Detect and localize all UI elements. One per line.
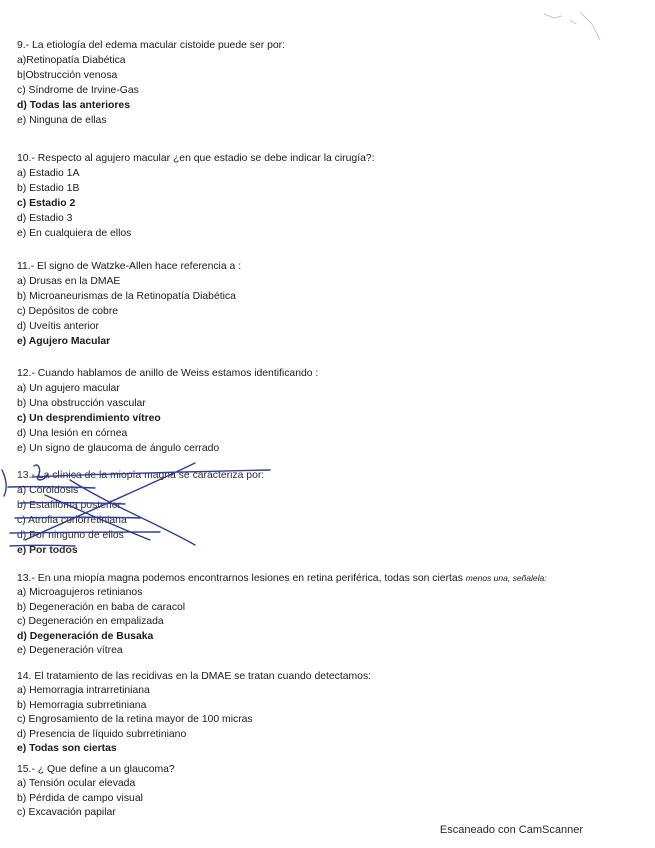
option-e: e) En cualquiera de ellos xyxy=(17,228,132,239)
option-c: c) Síndrome de Irvine-Gas xyxy=(17,85,139,96)
option-b: b) Hemorragia subrretiniana xyxy=(17,699,147,711)
left-margin-mark xyxy=(2,470,6,496)
option-d: d) Por ninguno de ellos xyxy=(17,530,124,541)
option-e: e) Degeneración vítrea xyxy=(17,645,123,656)
question-text: 11.- El signo de Watzke-Allen hace referencia a : xyxy=(17,261,242,272)
option-a: a) Hemorragia intrarretiniana xyxy=(17,685,150,696)
scan-corner-artifact xyxy=(540,6,610,46)
option-b: b) Pérdida de campo visual xyxy=(17,792,143,804)
option-e: e) Por todos xyxy=(17,545,78,556)
question-main-text: 13.- En una miopía magna podemos encontrarnos lesiones en retina periférica, todas son ciertas xyxy=(17,573,463,584)
question-text: 14. El tratamiento de las recidivas en la DMAE se tratan cuando detectamos: xyxy=(17,671,372,682)
option-b: b) Microaneurismas de la Retinopatía Diabética xyxy=(17,291,236,302)
option-a: a) Tensión ocular elevada xyxy=(17,778,136,789)
option-b: b) Una obstrucción vascular xyxy=(17,398,146,409)
option-b: b) Estadio 1B xyxy=(17,183,80,194)
option-c: c) Un desprendimiento vítreo xyxy=(17,413,161,424)
question-text xyxy=(17,571,547,586)
option-e: e) Todas son ciertas xyxy=(17,743,117,754)
question-text: 12.- Cuando hablamos de anillo de Weiss estamos identificando : xyxy=(17,368,319,379)
question-13-crossed-out xyxy=(17,468,264,558)
question-9 xyxy=(17,38,285,128)
option-b: b|Obstrucción venosa xyxy=(17,70,118,81)
question-text: 15.- ¿ Que define a un glaucoma? xyxy=(17,764,175,775)
option-d: d) Una lesión en córnea xyxy=(17,428,128,439)
option-d: d) Estadio 3 xyxy=(17,213,73,224)
option-c: c) Depósitos de cobre xyxy=(17,306,119,317)
option-a: a) Coroidosis xyxy=(17,485,79,496)
option-c: c) Estadio 2 xyxy=(17,198,76,209)
option-c: c) Atrofia coriorretiniana xyxy=(17,515,127,526)
option-d: d) Todas las anteriores xyxy=(17,100,130,111)
option-e: e) Agujero Macular xyxy=(17,336,111,347)
camscanner-watermark: Escaneado con CamScanner xyxy=(439,824,583,836)
option-c: c) Degeneración en empalizada xyxy=(17,616,164,627)
option-a: a) Drusas en la DMAE xyxy=(17,276,121,287)
question-11 xyxy=(17,259,241,349)
question-15 xyxy=(17,762,175,821)
option-a: a)Retinopatía Diabética xyxy=(17,55,126,66)
question-14 xyxy=(17,669,371,757)
option-c: c) Excavación papilar xyxy=(17,807,116,818)
option-a: a) Microagujeros retinianos xyxy=(17,587,143,598)
option-a: a) Estadio 1A xyxy=(17,168,80,179)
question-note: menos una, señalela: xyxy=(465,573,547,583)
option-d: d) Presencia de líquido subrretiniano xyxy=(17,728,187,740)
question-13 xyxy=(17,571,547,659)
question-10 xyxy=(17,151,375,241)
option-c: c) Engrosamiento de la retina mayor de 100 micras xyxy=(17,714,253,725)
question-text: 10.- Respecto al agujero macular ¿en que estadio se debe indicar la cirugía?: xyxy=(17,153,375,164)
option-a: a) Un agujero macular xyxy=(17,383,120,394)
question-text: 9.- La etiología del edema macular cistoide puede ser por: xyxy=(17,40,286,51)
question-text: 13.- La clínica de la miopía magna se caracteriza por: xyxy=(17,470,265,481)
option-d: d) Uveítis anterior xyxy=(17,321,99,332)
option-e: e) Ninguna de ellas xyxy=(17,115,107,126)
option-d: d) Degeneración de Busaka xyxy=(17,630,154,642)
option-b: b) Degeneración en baba de caracol xyxy=(17,601,186,613)
question-12 xyxy=(17,366,318,456)
option-b: b) Estafiloma posterior xyxy=(17,500,121,511)
option-e: e) Un signo de glaucoma de ángulo cerrado xyxy=(17,443,220,454)
